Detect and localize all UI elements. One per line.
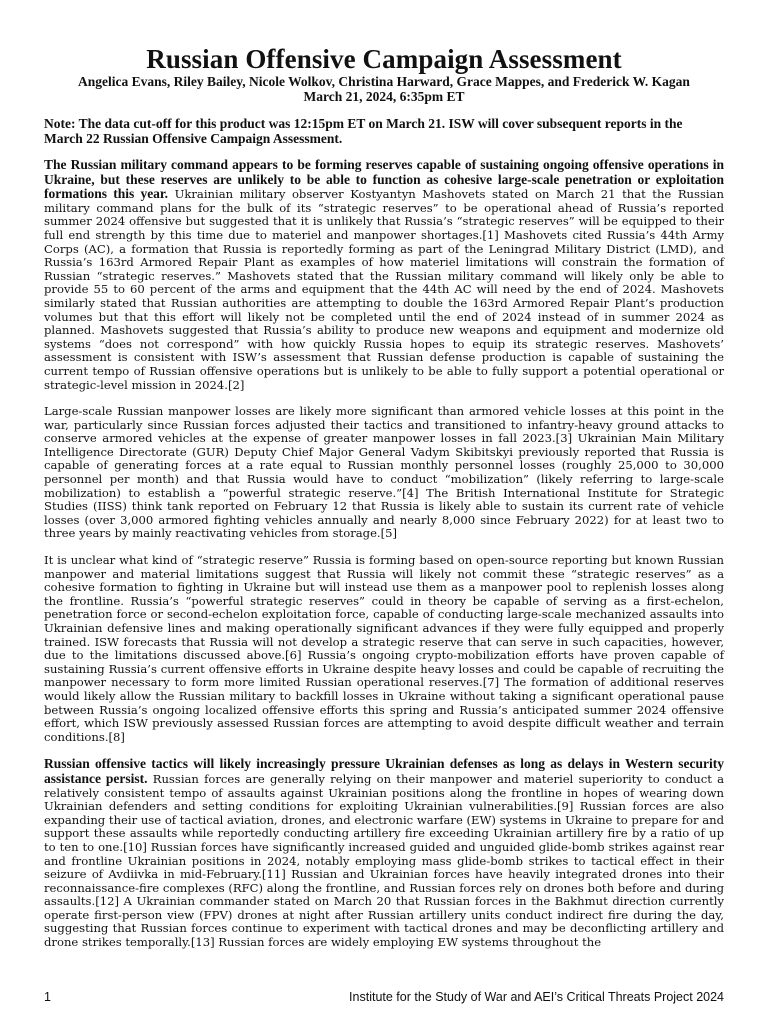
paragraph-3-body: It is unclear what kind of “strategic reserve” Russia is forming based on open-source reporting but known Russian manpower and material limitations suggest that Russia will likely not commit these “strategic reserves” as a cohesive formation to fighting in Ukraine but will instead use them as a manpower pool to replenish losses along the frontline. Russia’s “powerful strategic reserves” could in theory be capable of serving as a first-echelon, penetration force or second-echelon exploitation force, capable of conducting large-scale mechanized assaults into Ukrainian defensive lines and making operationally significant advances if they were fully equipped and properly trained. ISW forecasts that Russia will not develop a strategic reserve that can serve in such capacities, however, due to the limitations discussed above.[6] Russia’s ongoing crypto-mobilization efforts have proven capable of sustaining Russia’s current offensive efforts in Ukraine despite heavy losses and could be capable of recruiting the manpower necessary to form more limited Russian operational reserves.[7] The formation of additional reserves would likely allow the Russian military to backfill losses in Ukraine without taking a significant operational pause between Russia’s ongoing localized offensive efforts this spring and Russia’s anticipated summer 2024 offensive effort, which ISW previously assessed Russian forces are attempting to avoid despite difficult weather and terrain conditions.[8] bbox=[44, 553, 724, 744]
report-title: Russian Offensive Campaign Assessment bbox=[146, 44, 622, 74]
paragraph-4-body: Russian forces are generally relying on their manpower and materiel superiority to conduct a relatively consistent tempo of assaults against Ukrainian positions along the frontline in hopes of wearing down Ukrainian defenders and setting conditions for exploiting Ukrainian vulnerabilities.[9] Russian forces are also expanding their use of tactical aviation, drones, and electronic warfare (EW) systems in Ukraine to prepare for and support these assaults while reportedly conducting artillery fire exceeding Ukrainian artillery fire by a ratio of up to ten to one.[10] Russian forces have significantly increased guided and unguided glide-bomb strikes against rear and frontline Ukrainian positions in 2024, notably employing mass glide-bomb strikes to tactical effect in their seizure of Avdiivka in mid-February.[11] Russian and Ukrainian forces have heavily integrated drones into their reconnaissance-fire complexes (RFC) along the frontline, and Russian forces rely on drones both before and during assaults.[12] A Ukrainian commander stated on March 20 that Russian forces in the Bakhmut direction currently operate first-person view (FPV) drones at night after Russian artillery units conduct indirect fire during the day, suggesting that Russian forces continue to experiment with tactical drones and may be deconflicting artillery and drone strikes temporally.[13] Russian forces are widely employing EW systems throughout the bbox=[44, 771, 724, 950]
paragraph-1-lead: The Russian military command appears to be forming reserves capable of sustaining ongoing offensive operations in Ukraine, but these reserves are unlikely to be able to function as cohesive large-scale penetration or exploitation formations this year. bbox=[44, 157, 724, 202]
paragraph-2-body: Large-scale Russian manpower losses are likely more significant than armored vehicle losses at this point in the war, particularly since Russian forces adjusted their tactics and transitioned to infantry-heavy ground attacks to conserve armored vehicles at the expense of greater manpower losses in fall 2023.[3] Ukrainian Main Military Intelligence Directorate (GUR) Deputy Chief Major General Vadym Skibitskyi previously reported that Russia is capable of generating forces at a rate equal to Russian monthly personnel losses (roughly 25,000 to 30,000 personnel per month) and that Russia would have to conduct “mobilization” (likely referring to large-scale mobilization) to establish a “powerful strategic reserve.”[4] The British International Institute for Strategic Studies (IISS) think tank reported on February 12 that Russia is likely able to sustain its current rate of vehicle losses (over 3,000 armored fighting vehicles annually and nearly 8,000 since February 2022) for at least two to three years by mainly reactivating vehicles from storage.[5] bbox=[44, 404, 724, 541]
document-page bbox=[44, 44, 724, 950]
paragraph-2 bbox=[44, 405, 724, 541]
report-date: March 21, 2024, 6:35pm ET bbox=[303, 89, 465, 104]
data-cutoff-note: Note: The data cut-off for this product was 12:15pm ET on March 21. ISW will cover subsequent reports in the March 22 Russian Offensive Campaign Assessment. bbox=[44, 116, 683, 146]
paragraph-4-lead: Russian offensive tactics will likely increasingly pressure Ukrainian defenses as long as delays in Western security assistance persist. bbox=[44, 756, 724, 786]
paragraph-4 bbox=[44, 757, 724, 949]
footer-credit: Institute for the Study of War and AEI’s Critical Threats Project 2024 bbox=[349, 990, 724, 1004]
page-number: 1 bbox=[44, 990, 51, 1004]
paragraph-3 bbox=[44, 554, 724, 744]
paragraph-1 bbox=[44, 158, 724, 392]
paragraph-1-body: Ukrainian military observer Kostyantyn Mashovets stated on March 21 that the Russian military command plans for the bulk of its “strategic reserves” to be operational ahead of Russia’s reported summer 2024 offensive but suggested that it is unlikely that Russia’s “strategic reserves” will be equipped to their full end strength by this time due to materiel and manpower shortages.[1] Mashovets cited Russia’s 44th Army Corps (AC), a formation that Russia is reportedly forming as part of the Leningrad Military District (LMD), and Russia’s 163rd Armored Repair Plant as examples of how materiel limitations will constrain the formation of Russian “strategic reserves.” Mashovets stated that the Russian military command will likely only be able to provide 55 to 60 percent of the arms and equipment that the 44th AC will need by the end of 2024. Mashovets similarly stated that Russian authorities are attempting to double the 163rd Armored Repair Plant’s production volumes but that this effort will likely not be completed until the end of 2024 instead of in summer 2024 as planned. Mashovets suggested that Russia’s ability to produce new weapons and equipment and modernize old systems “does not correspond” with how quickly Russia hopes to equip its strategic reserves. Mashovets’ assessment is consistent with ISW’s assessment that Russian defense production is capable of sustaining the current tempo of Russian offensive operations but is unlikely to be able to fully support a potential operational or strategic-level mission in 2024.[2] bbox=[44, 187, 724, 392]
author-list: Angelica Evans, Riley Bailey, Nicole Wolkov, Christina Harward, Grace Mappes, and Frederick W. Kagan bbox=[78, 74, 690, 89]
